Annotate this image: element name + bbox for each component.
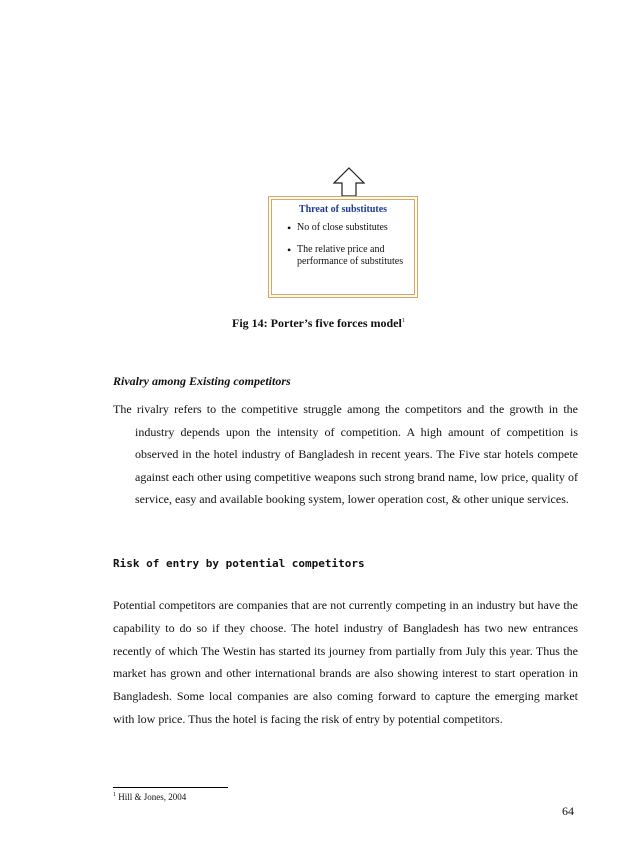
substitutes-box [268,196,418,298]
caption-text: Fig 14: Porter’s five forces model [232,316,402,330]
box-title: Threat of substitutes [298,204,388,215]
list-item: • The relative price and performance of substitutes [287,244,409,268]
footnote [113,792,186,802]
footnote-divider [113,787,228,788]
up-arrow-icon [333,167,365,197]
paragraph-continuation: industry depends upon the intensity of competition. A high amount of competition is observed in the hotel industry of Bangladesh in recent years. The Five star hotels compete against each other using competitive weapons such strong brand name, low price, quality of service, easy and available booking system, lower operation cost, & other unique services. [135,424,578,506]
footnote-ref: 1 [113,792,116,798]
page-number: 64 [562,804,574,818]
rivalry-paragraph [113,398,578,511]
caption-footnote-ref: 1 [401,318,405,324]
paragraph-first-line: The rivalry refers to the competitive struggle among the competitors and the growth in the [113,402,578,416]
section-heading-rivalry: Rivalry among Existing competitors [113,374,291,388]
footnote-text: Hill & Jones, 2004 [116,792,187,802]
figure-caption [232,316,405,331]
risk-of-entry-paragraph: Potential competitors are companies that are not currently competing in an industry but have the capability to do so if they choose. The hotel industry of Bangladesh has two new entrances recently of which The Westin has started its journey from partially from July this year. Thus the market has grown and other international brands are also showing interest to start operation in Bangladesh. Some local companies are also coming forward to capture the emerging market with low price. Thus the hotel is facing the risk of entry by potential competitors. [113,598,578,726]
substitutes-list [287,222,409,278]
section-heading-risk-of-entry: Risk of entry by potential competitors [113,557,365,570]
list-item: • No of close substitutes [287,222,409,234]
